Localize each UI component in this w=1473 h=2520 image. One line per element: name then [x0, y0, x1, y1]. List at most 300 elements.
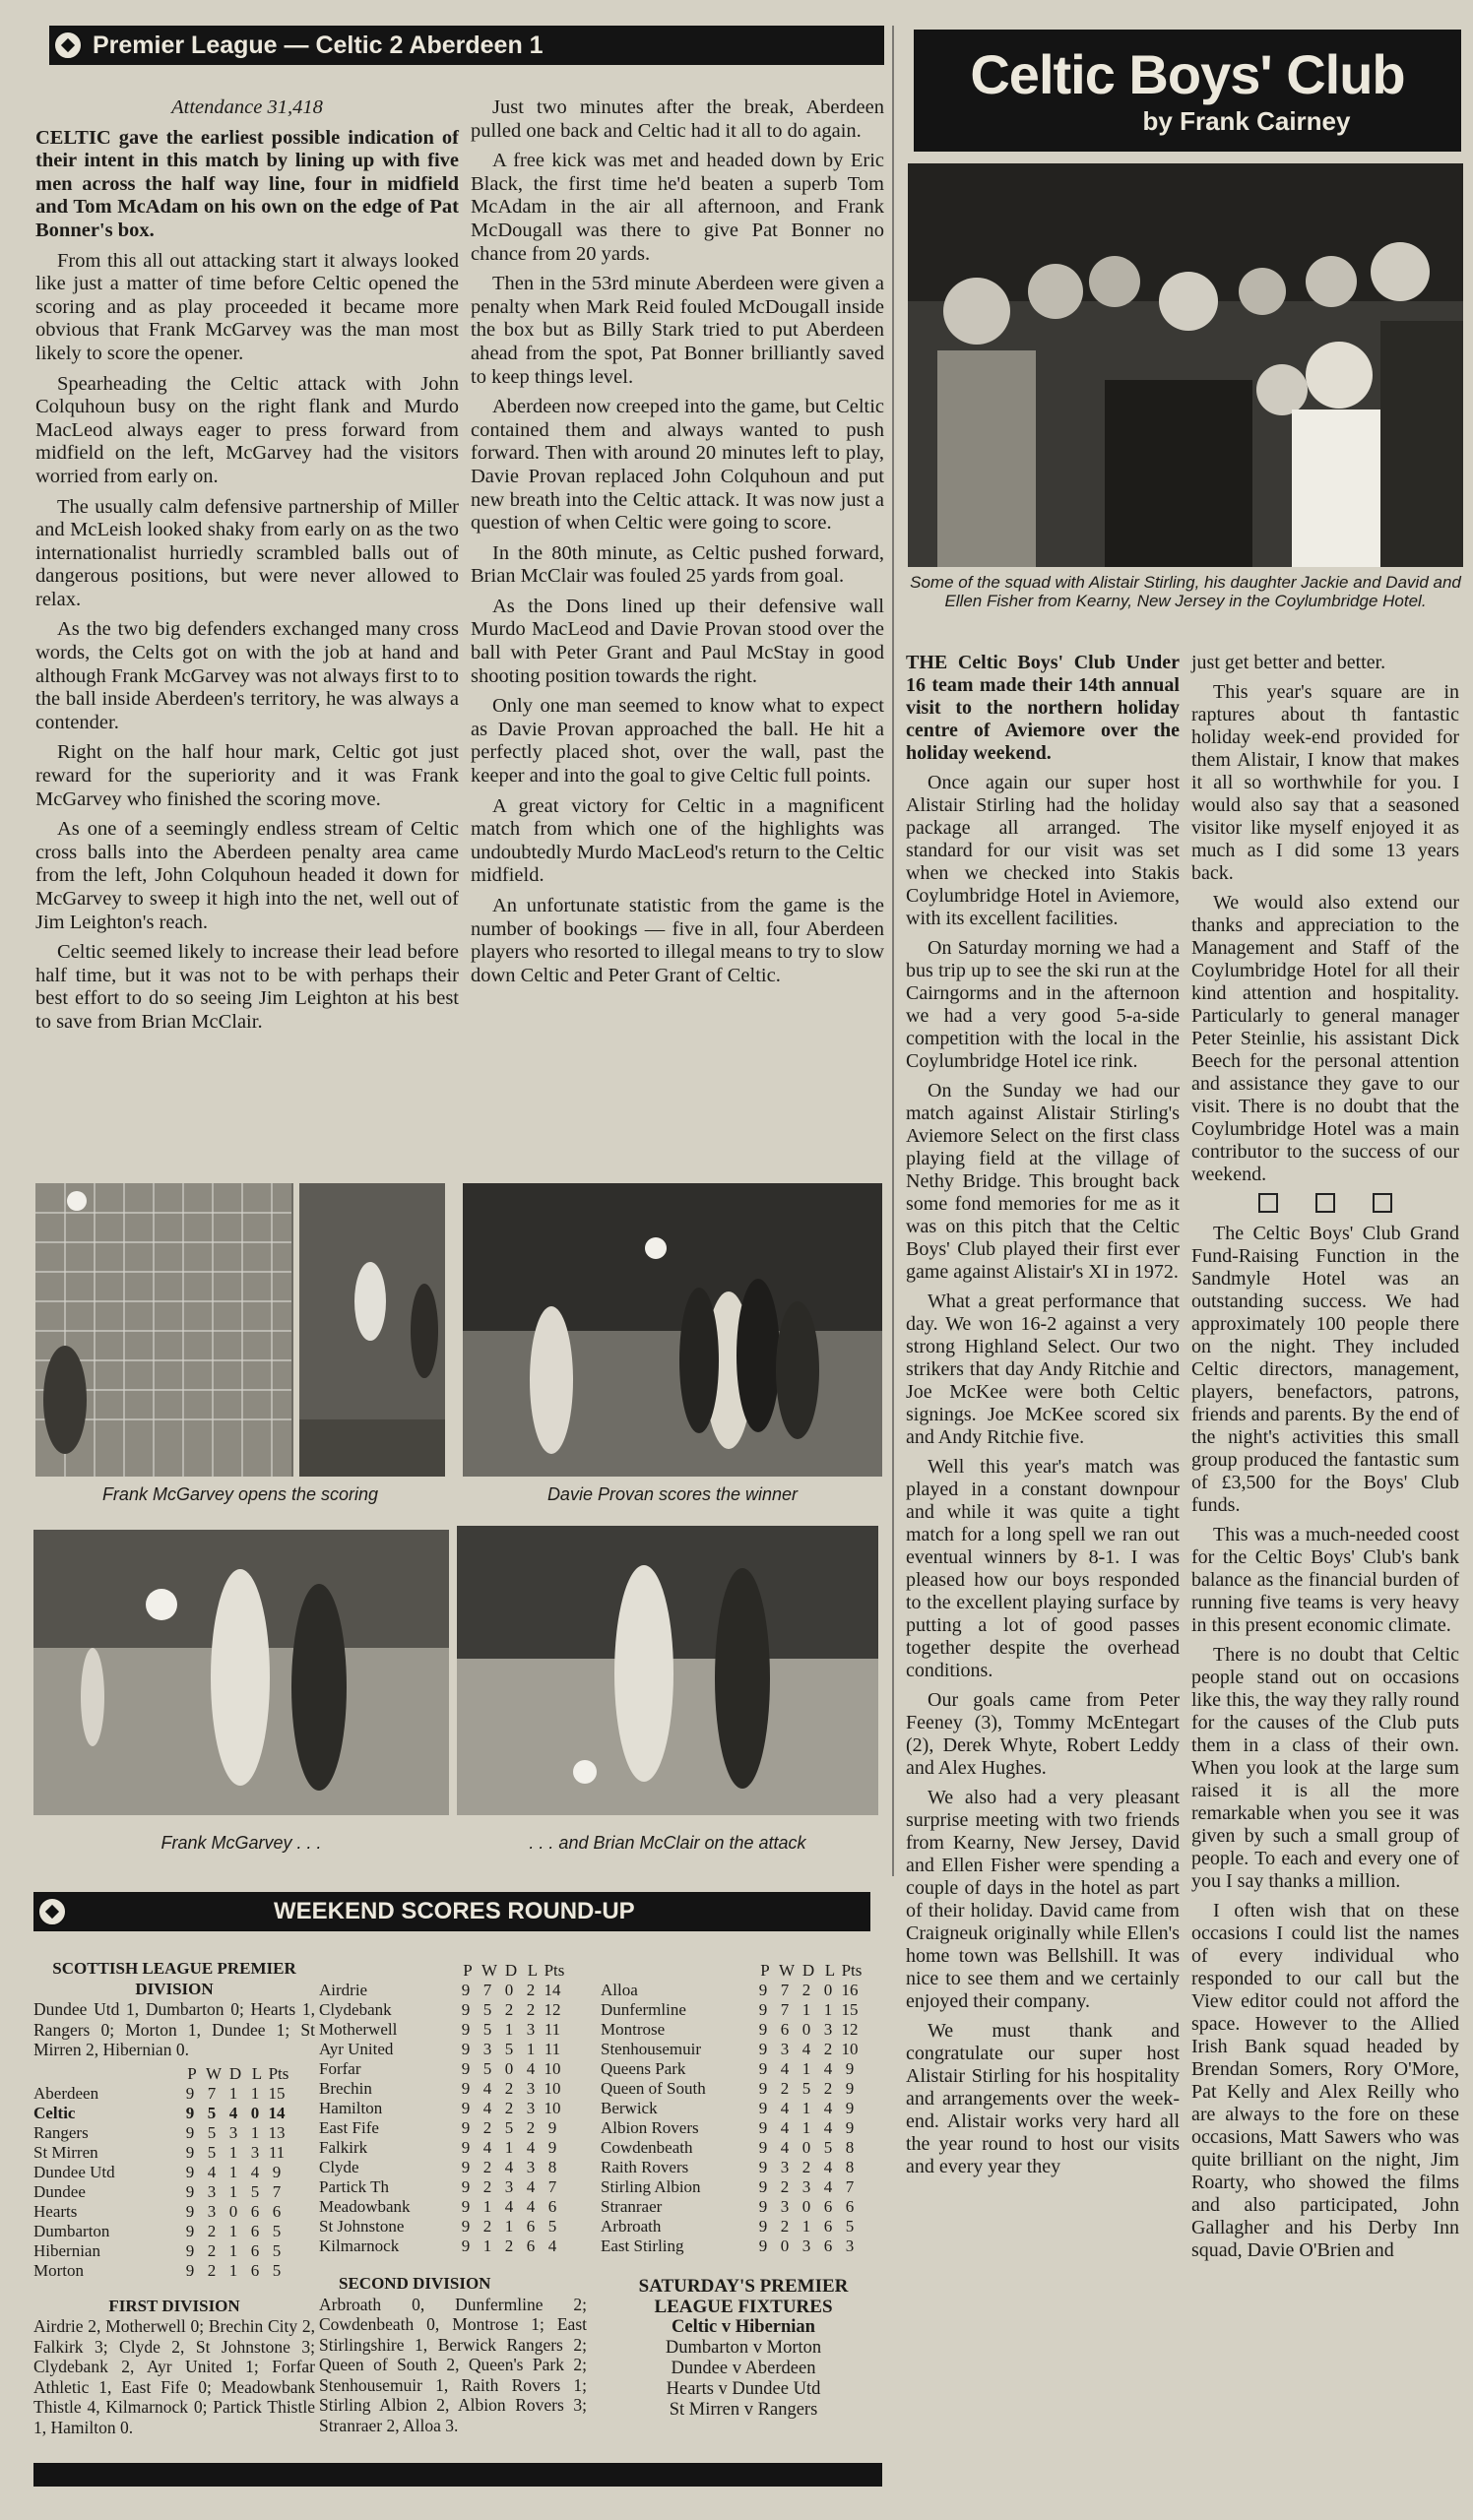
boys-club-paragraph: On Saturday morning we had a bus trip up to see the ski run at the Cairngorms and in the afternoon we had a very good 5-a-side competition with the local in the Coylumbridge Hotel ice rink.	[906, 937, 1180, 1072]
team-name: Dundee Utd	[33, 2162, 115, 2181]
boys-club-col-1	[906, 652, 1180, 2185]
team-name: St Mirren	[33, 2142, 98, 2162]
table-cell: 4	[823, 2158, 833, 2176]
table-cell: 1	[228, 2083, 238, 2103]
table-cell: 9	[461, 2000, 471, 2019]
table-cell: 9	[758, 2158, 768, 2176]
table-cell: 1	[228, 2260, 238, 2280]
table-row	[319, 2000, 565, 2020]
table-cell: 2	[482, 2217, 492, 2236]
team-name: Airdrie	[319, 1981, 368, 1999]
team-name: Albion Rovers	[601, 2118, 699, 2137]
square-icon	[1258, 1193, 1278, 1213]
table-cell: 1	[801, 2217, 811, 2236]
boys-club-paragraph: There is no doubt that Celtic people stand out on occasions like this, the way they rally round for the causes of the Club puts them in a class of their own. When you look at the large sum raised it is all the more remarkable when you see it was given by such a small group of people. To each and every one of you I say thanks a million.	[1191, 1644, 1459, 1892]
team-name: Queens Park	[601, 2059, 686, 2078]
table-cell: 9	[461, 2020, 471, 2039]
first-division-results: Airdrie 2, Motherwell 0; Brechin City 2, Falkirk 3; Clyde 2, St Johnstone 3; Clydebank 2, Ayr United 1; Forfar Athletic 1, East Fife 0; Meadowbank Thistle 4, Kilmarnock 0; Partick Thistle 1, Hamilton 0.	[33, 2316, 315, 2437]
table-cell: 9	[758, 2138, 768, 2157]
table-cell: 9	[547, 2138, 557, 2157]
table-cell: 9	[185, 2122, 195, 2142]
table-cell: 4	[547, 2236, 557, 2255]
second-division-results: Arbroath 0, Dunfermline 2; Cowdenbeath 0, Montrose 1; East Stirlingshire 1, Berwick Rangers 2; Queen of South 2, Queen's Park 2; Stenhousemuir 1, Raith Rovers 1; Stirling Albion 2, Albion Rovers 3; Stranraer 2, Alloa 3.	[319, 2294, 587, 2435]
table-cell: 4	[780, 2059, 790, 2078]
table-cell: 9	[758, 2217, 768, 2236]
table-cell: 9	[845, 2099, 855, 2117]
table-cell: 10	[544, 2099, 561, 2117]
table-cell: 4	[823, 2177, 833, 2196]
table-header-row	[33, 2064, 289, 2084]
caption-photo-1: Frank McGarvey opens the scoring	[101, 1484, 379, 1504]
table-cell: 2	[526, 2118, 536, 2137]
table-cell: 1	[801, 2059, 811, 2078]
report-paragraph: As the two big defenders exchanged many cross words, the Celts got on with the job at hand and although Frank McGarvey was not always first to to the ball inside Aberdeen's territory, he was always a contender.	[35, 618, 459, 733]
column-header: Pts	[544, 1961, 565, 1980]
match-photo-mcclair	[457, 1526, 878, 1815]
report-paragraph: As the Dons lined up their defensive wall Murdo MacLeod and Davie Provan stood over the ball with Peter Grant and Paul McStay in good shooting position towards the right.	[471, 595, 884, 687]
table-cell: 7	[207, 2083, 217, 2103]
section-break-squares	[1191, 1193, 1459, 1213]
table-row	[601, 2020, 863, 2040]
table-cell: 9	[845, 2079, 855, 2098]
table-cell: 3	[801, 2177, 811, 2196]
caption-photo-2: Davie Provan scores the winner	[546, 1484, 799, 1504]
table-cell: 4	[823, 2059, 833, 2078]
table-cell: 9	[461, 2059, 471, 2078]
caption-photo-4: . . . and Brian McClair on the attack	[529, 1833, 806, 1853]
table-cell: 10	[841, 2040, 859, 2058]
table-cell: 9	[185, 2162, 195, 2181]
square-icon	[1315, 1193, 1335, 1213]
table-cell: 6	[250, 2240, 260, 2260]
table-cell: 6	[823, 2197, 833, 2216]
team-name: Aberdeen	[33, 2083, 99, 2103]
table-cell: 4	[504, 2158, 514, 2176]
table-cell: 1	[228, 2240, 238, 2260]
table-cell: 9	[461, 2079, 471, 2098]
boys-club-squad-photo	[908, 163, 1463, 567]
team-name: Brechin	[319, 2079, 372, 2098]
table-cell: 4	[780, 2138, 790, 2157]
table-cell: 5	[482, 2020, 492, 2039]
table-cell: 2	[780, 2079, 790, 2098]
team-name: Stenhousemuir	[601, 2040, 701, 2058]
table-row	[33, 2104, 289, 2123]
table-cell: 2	[207, 2260, 217, 2280]
table-cell: 11	[268, 2142, 286, 2162]
team-name: Falkirk	[319, 2138, 368, 2157]
mcclair-photo-art	[457, 1526, 878, 1815]
winner-photo-art	[463, 1183, 882, 1477]
table-row	[33, 2202, 289, 2222]
table-cell: 7	[272, 2181, 282, 2201]
table-row	[33, 2182, 289, 2202]
boys-club-title: Celtic Boys' Club	[970, 43, 1405, 105]
table-row	[601, 2099, 863, 2118]
team-name: Berwick	[601, 2099, 658, 2117]
table-cell: 0	[823, 1981, 833, 1999]
match-report-lead: CELTIC gave the earliest possible indication of their intent in this match by lining up with five men across the half way line, four in midfield and Tom McAdam on his own on the edge of Pat Bonner's box.	[35, 126, 459, 241]
table-row	[319, 2059, 565, 2079]
table-row	[33, 2163, 289, 2182]
table-cell: 9	[758, 2000, 768, 2019]
boys-club-photo-caption: Some of the squad with Alistair Stirling, his daughter Jackie and David and Ellen Fisher from Kearny, New Jersey in the Coylumbridge Hotel.	[910, 573, 1461, 610]
table-cell: 3	[526, 2020, 536, 2039]
table-cell: 4	[780, 2118, 790, 2137]
table-cell: 9	[758, 2118, 768, 2137]
table-row	[601, 2000, 863, 2020]
table-row	[33, 2123, 289, 2143]
table-header-row	[319, 1961, 565, 1981]
table-row	[601, 2059, 863, 2079]
table-cell: 6	[272, 2201, 282, 2221]
table-cell: 6	[845, 2197, 855, 2216]
match-photo-winner	[463, 1183, 882, 1477]
table-cell: 9	[461, 2099, 471, 2117]
team-name: Kilmarnock	[319, 2236, 400, 2255]
table-cell: 9	[758, 2040, 768, 2058]
report-paragraph: As one of a seemingly endless stream of Celtic cross balls into the Aberdeen penalty area came from the left, John Colquhoun headed it down for McGarvey to sweep it high into the net, well out of Jim Leighton's reach.	[35, 818, 459, 933]
boys-club-paragraph: We must thank and congratulate our super host Alistair Stirling for his hospitality and arrangements over the week-end. Alistair works very hard all the year round to host our visits and every year they	[906, 2020, 1180, 2177]
table-cell: 2	[482, 2177, 492, 2196]
table-header-blank	[33, 2064, 181, 2084]
table-cell: 2	[823, 2079, 833, 2098]
table-cell: 7	[845, 2177, 855, 2196]
table-cell: 9	[758, 2236, 768, 2255]
table-cell: 14	[544, 1981, 561, 1999]
table-header-blank	[601, 1961, 754, 1981]
table-cell: 9	[185, 2201, 195, 2221]
premier-division-block	[33, 1959, 315, 2441]
table-row	[601, 2158, 863, 2177]
table-cell: 11	[544, 2040, 561, 2058]
report-paragraph: Right on the half hour mark, Celtic got just reward for the superiority and it was Frank McGarvey who finished the scoring move.	[35, 741, 459, 810]
report-paragraph: Spearheading the Celtic attack with John Colquhoun busy on the right flank and Murdo MacLeod always eager to press forward from midfield on the left, McGarvey had the visitors worried from early on.	[35, 372, 459, 487]
premier-table	[33, 2064, 289, 2281]
table-cell: 4	[482, 2079, 492, 2098]
first-division-heading: FIRST DIVISION	[108, 2296, 240, 2315]
table-cell: 5	[272, 2240, 282, 2260]
table-row	[601, 2236, 863, 2256]
table-cell: 4	[526, 2197, 536, 2216]
table-cell: 1	[228, 2181, 238, 2201]
team-name: Arbroath	[601, 2217, 662, 2236]
column-header: P	[760, 1961, 770, 1980]
table-cell: 9	[758, 2020, 768, 2039]
team-name: Montrose	[601, 2020, 666, 2039]
table-cell: 3	[504, 2177, 514, 2196]
table-cell: 2	[780, 2177, 790, 2196]
table-cell: 9	[758, 2177, 768, 2196]
table-row	[33, 2143, 289, 2163]
table-row	[319, 2158, 565, 2177]
table-cell: 2	[482, 2158, 492, 2176]
table-cell: 6	[823, 2217, 833, 2236]
column-header: D	[801, 1961, 815, 1980]
table-cell: 9	[758, 2059, 768, 2078]
table-cell: 4	[526, 2138, 536, 2157]
table-cell: 4	[823, 2099, 833, 2117]
match-report-col-2	[471, 96, 884, 994]
table-cell: 9	[758, 2079, 768, 2098]
table-row	[33, 2241, 289, 2261]
caption-photo-3: Frank McGarvey . . .	[160, 1833, 322, 1853]
table-cell: 9	[185, 2083, 195, 2103]
table-cell: 9	[461, 2138, 471, 2157]
table-cell: 3	[207, 2181, 217, 2201]
boys-club-lead: THE Celtic Boys' Club Under 16 team made their 14th annual visit to the northern holiday centre of Aviemore over the holiday weekend.	[906, 652, 1180, 764]
fixture: Hearts v Dundee Utd	[666, 2379, 821, 2399]
fixture: Dundee v Aberdeen	[671, 2359, 816, 2378]
team-name: East Fife	[319, 2118, 379, 2137]
table-cell: 3	[526, 2079, 536, 2098]
table-cell: 1	[801, 2099, 811, 2117]
column-header: L	[824, 1961, 836, 1980]
table-cell: 16	[841, 1981, 859, 1999]
table-cell: 9	[461, 2236, 471, 2255]
table-row	[601, 2217, 863, 2236]
table-cell: 6	[780, 2020, 790, 2039]
table-cell: 0	[780, 2236, 790, 2255]
table-cell: 5	[250, 2181, 260, 2201]
table-cell: 3	[526, 2158, 536, 2176]
table-cell: 9	[185, 2240, 195, 2260]
table-cell: 5	[504, 2118, 514, 2137]
table-cell: 9	[461, 2040, 471, 2058]
table-cell: 3	[780, 2040, 790, 2058]
table-cell: 4	[250, 2162, 260, 2181]
table-cell: 1	[504, 2217, 514, 2236]
team-name: Hearts	[33, 2201, 78, 2221]
table-row	[33, 2261, 289, 2281]
report-paragraph: In the 80th minute, as Celtic pushed forward, Brian McClair was fouled 25 yards from goal.	[471, 541, 884, 588]
match-photo-goal-net	[35, 1183, 445, 1477]
table-cell: 12	[544, 2000, 561, 2019]
column-header: L	[527, 1961, 539, 1980]
table-row	[319, 2118, 565, 2138]
table-cell: 2	[504, 2236, 514, 2255]
table-cell: 2	[207, 2240, 217, 2260]
table-header-blank	[319, 1961, 457, 1981]
team-name: Rangers	[33, 2122, 89, 2142]
team-name: Hamilton	[319, 2099, 383, 2117]
table-cell: 9	[461, 2177, 471, 2196]
table-cell: 5	[801, 2079, 811, 2098]
team-name: Cowdenbeath	[601, 2138, 693, 2157]
table-cell: 2	[526, 2000, 536, 2019]
column-header: P	[463, 1961, 473, 1980]
mcgarvey-photo-art	[33, 1530, 449, 1815]
boys-club-paragraph: This was a much-needed coost for the Celtic Boys' Club's bank balance as the financial burden of running five teams is very heavy in this present economic climate.	[1191, 1524, 1459, 1636]
scores-banner-title: WEEKEND SCORES ROUND-UP	[274, 1898, 635, 1924]
boys-club-paragraph: We would also extend our thanks and appreciation to the Management and Staff of the Coylumbridge Hotel for all their kind attention and hospitality. Particularly to general manager Peter Steinlie, his assistant Dick Beech for the personal attention and assistance they gave to our visit. There is no doubt that the Coylumbridge Hotel was a main contributor to the success of our weekend.	[1191, 892, 1459, 1185]
table-row	[601, 2138, 863, 2158]
table-cell: 1	[801, 2000, 811, 2019]
table-cell: 5	[823, 2138, 833, 2157]
table-cell: 3	[780, 2158, 790, 2176]
table-cell: 15	[841, 2000, 859, 2019]
football-icon	[53, 31, 83, 60]
table-cell: 4	[482, 2138, 492, 2157]
boys-club-paragraph: This year's square are in raptures about th fantastic holiday week-end provided for them Alistair, I know that makes it all so worthwhile for you. I would also say that a seasoned visitor like myself enjoyed it as much as I did some 13 years back.	[1191, 681, 1459, 884]
boys-club-paragraph: Our goals came from Peter Feeney (3), Tommy McEntegart (2), Derek Whyte, Robert Leddy and Alex Hughes.	[906, 1689, 1180, 1779]
table-cell: 1	[823, 2000, 833, 2019]
table-cell: 6	[250, 2201, 260, 2221]
table-cell: 1	[250, 2083, 260, 2103]
table-cell: 9	[845, 2059, 855, 2078]
table-cell: 2	[482, 2118, 492, 2137]
table-cell: 1	[504, 2020, 514, 2039]
table-cell: 0	[801, 2020, 811, 2039]
column-header: P	[187, 2063, 197, 2083]
table-cell: 6	[547, 2197, 557, 2216]
boys-club-header	[914, 30, 1461, 152]
report-paragraph: Then in the 53rd minute Aberdeen were given a penalty when Mark Reid fouled McDougall inside the box but as Billy Stark tried to put Aberdeen ahead from the spot, Pat Bonner brilliantly saved to keep things level.	[471, 273, 884, 388]
table-cell: 9	[758, 2099, 768, 2117]
table-cell: 3	[482, 2040, 492, 2058]
fixtures-heading: SATURDAY'S PREMIER LEAGUE FIXTURES	[638, 2276, 849, 2317]
boys-club-paragraph: Well this year's match was played in a constant downpour and while it was quite a tight match for a long spell we ran out eventual winners by 8-1. I was pleased how our boys responded to the excellent playing surface by putting a lot of good passes together despite the overhead conditions.	[906, 1456, 1180, 1681]
table-cell: 2	[504, 2000, 514, 2019]
table-cell: 11	[544, 2020, 561, 2039]
table-cell: 9	[758, 2197, 768, 2216]
match-report-col-1	[35, 96, 459, 1041]
fixtures-list	[601, 2317, 886, 2421]
premier-results: Dundee Utd 1, Dumbarton 0; Hearts 1, Rangers 0; Morton 1, Dundee 1; St Mirren 2, Hibernian 0.	[33, 1999, 315, 2059]
table-cell: 9	[461, 2118, 471, 2137]
team-name: Raith Rovers	[601, 2158, 689, 2176]
table-cell: 2	[823, 2040, 833, 2058]
table-cell: 0	[801, 2138, 811, 2157]
table-cell: 9	[461, 1981, 471, 1999]
table-cell: 5	[207, 2122, 217, 2142]
table-cell: 15	[268, 2083, 286, 2103]
team-name: Meadowbank	[319, 2197, 411, 2216]
table-cell: 9	[461, 2158, 471, 2176]
squad-photo-art	[908, 163, 1463, 567]
table-cell: 2	[780, 2217, 790, 2236]
table-row	[601, 2040, 863, 2059]
table-cell: 9	[461, 2197, 471, 2216]
table-cell: 9	[185, 2181, 195, 2201]
table-cell: 7	[780, 2000, 790, 2019]
report-paragraph: The usually calm defensive partnership of Miller and McLeish looked shaky from early on as the two internationalist hurriedly scrambled balls out of dangerous positions, but were never allowed to relax.	[35, 495, 459, 610]
table-row	[601, 2118, 863, 2138]
scores-banner	[33, 1892, 870, 1931]
square-icon	[1373, 1193, 1392, 1213]
match-photo-mcgarvey	[33, 1530, 449, 1815]
column-header: L	[251, 2063, 263, 2083]
table-row	[319, 2197, 565, 2217]
table-cell: 5	[482, 2000, 492, 2019]
table-cell: 1	[228, 2142, 238, 2162]
match-report-banner-title: Premier League — Celtic 2 Aberdeen 1	[93, 31, 544, 59]
table-cell: 8	[845, 2138, 855, 2157]
column-header: D	[228, 2063, 242, 2083]
team-name: St Johnstone	[319, 2217, 405, 2236]
table-cell: 9	[845, 2118, 855, 2137]
team-name: Stirling Albion	[601, 2177, 701, 2196]
table-row	[319, 1981, 565, 2000]
team-name: Dunfermline	[601, 2000, 686, 2019]
report-paragraph: Aberdeen now creeped into the game, but Celtic contained them and always wanted to push forward. Then with around 20 minutes left to play, Davie Provan replaced John Colquhoun and put new breath into the Celtic attack. It was now just a question of when Celtic were going to score.	[471, 396, 884, 535]
report-paragraph: An unfortunate statistic from the game is the number of bookings — five in all, four Aberdeen players who resorted to illegal means to try to slow down Celtic and Peter Grant of Celtic.	[471, 895, 884, 986]
table-cell: 5	[272, 2260, 282, 2280]
table-cell: 3	[801, 2236, 811, 2255]
boys-club-paragraph: The Celtic Boys' Club Grand Fund-Raising Function in the Sandmyle Hotel was an outstanding success. We had approximately 100 people there on the night. They included Celtic directors, management, players, benefactors, patrons, friends and parents. By the end of the night's activities this small group produced the fantastic sum of £3,500 for the Boys' Club funds.	[1191, 1223, 1459, 1516]
table-cell: 1	[228, 2162, 238, 2181]
table-cell: 5	[207, 2103, 217, 2122]
second-division-table	[601, 1961, 863, 2256]
table-cell: 1	[250, 2122, 260, 2142]
table-cell: 5	[504, 2040, 514, 2058]
table-cell: 6	[526, 2236, 536, 2255]
premier-heading: SCOTTISH LEAGUE PREMIER DIVISION	[52, 1959, 296, 1998]
bottom-bar	[33, 2463, 882, 2487]
team-name: Clyde	[319, 2158, 359, 2176]
goal-net-photo-art	[35, 1183, 445, 1477]
table-cell: 8	[547, 2158, 557, 2176]
table-cell: 9	[461, 2217, 471, 2236]
column-header: W	[205, 2063, 223, 2083]
attendance: Attendance 31,418	[171, 96, 323, 118]
table-cell: 4	[228, 2103, 238, 2122]
table-row	[33, 2084, 289, 2104]
second-division-table-block	[601, 1961, 886, 2421]
table-row	[601, 2177, 863, 2197]
table-row	[33, 2222, 289, 2241]
table-cell: 9	[758, 1981, 768, 1999]
report-paragraph: From this all out attacking start it always looked like just a matter of time before Celtic opened the scoring and as play proceeded it became more obvious that Frank McGarvey was the man most likely to score the opener.	[35, 249, 459, 364]
table-cell: 4	[526, 2059, 536, 2078]
table-cell: 10	[544, 2079, 561, 2098]
team-name: Motherwell	[319, 2020, 398, 2039]
table-cell: 9	[272, 2162, 282, 2181]
table-cell: 4	[823, 2118, 833, 2137]
table-cell: 2	[504, 2099, 514, 2117]
first-division-table	[319, 1961, 565, 2256]
table-cell: 9	[185, 2103, 195, 2122]
team-name: Stranraer	[601, 2197, 663, 2216]
table-cell: 4	[504, 2197, 514, 2216]
report-paragraph: A free kick was met and headed down by Eric Black, the first time he'd beaten a superb Tom McAdam in the air all afternoon, and Frank McDougall was there to give Pat Bonner no chance from 20 yards.	[471, 150, 884, 265]
table-cell: 1	[526, 2040, 536, 2058]
boys-club-paragraph: I often wish that on these occasions I could list the names of every individual who responded to our call but the View editor could not afford the space. However to the Allied Irish Bank squad headed by Brendan Somers, Rory O'More, Pat Kelly and Alex Reilly who are always to the fore on these occasions, Matt Sawers who was quite brilliant on the night, Jim Roarty, who showed the films and also participated, John Gallagher and his Derby Inn squad, Davie O'Brien and	[1191, 1900, 1459, 2261]
table-cell: 5	[547, 2217, 557, 2236]
table-cell: 3	[207, 2201, 217, 2221]
table-cell: 0	[504, 2059, 514, 2078]
boys-club-paragraph: We also had a very pleasant surprise meeting with two friends from Kearny, New Jersey, David and Ellen Fisher were spending a couple of days in the hotel as part of their holiday. David came from Craigneuk originally while Ellen's home town was Bellshill. It was nice to see them and we certainly enjoyed their company.	[906, 1787, 1180, 2012]
table-row	[319, 2236, 565, 2256]
table-row	[601, 2197, 863, 2217]
table-cell: 9	[185, 2260, 195, 2280]
boys-club-col-2	[1191, 652, 1459, 2269]
boys-club-paragraph: What a great performance that day. We won 16-2 against a very strong Highland Select. Our two strikers that day Andy Ritchie and Joe McKee were both Celtic signings. Joe McKee scored six and Andy Ritchie five.	[906, 1291, 1180, 1448]
table-cell: 2	[801, 1981, 811, 1999]
table-row	[319, 2040, 565, 2059]
table-cell: 4	[801, 2040, 811, 2058]
report-paragraph: A great victory for Celtic in a magnificent match from which one of the highlights was undoubtedly Murdo MacLeod's return to the Celtic midfield.	[471, 794, 884, 887]
team-name: Queen of South	[601, 2079, 706, 2098]
table-cell: 3	[845, 2236, 855, 2255]
table-cell: 9	[547, 2118, 557, 2137]
boys-club-paragraph: Once again our super host Alistair Stirling had the holiday package all arranged. The standard for our visit was set when we checked into Stakis Coylumbridge Hotel in Aviemore, with its excellent facilities.	[906, 772, 1180, 929]
table-row	[319, 2138, 565, 2158]
table-cell: 6	[250, 2221, 260, 2240]
table-row	[601, 1981, 863, 2000]
table-cell: 2	[526, 1981, 536, 1999]
table-header-row	[601, 1961, 863, 1981]
